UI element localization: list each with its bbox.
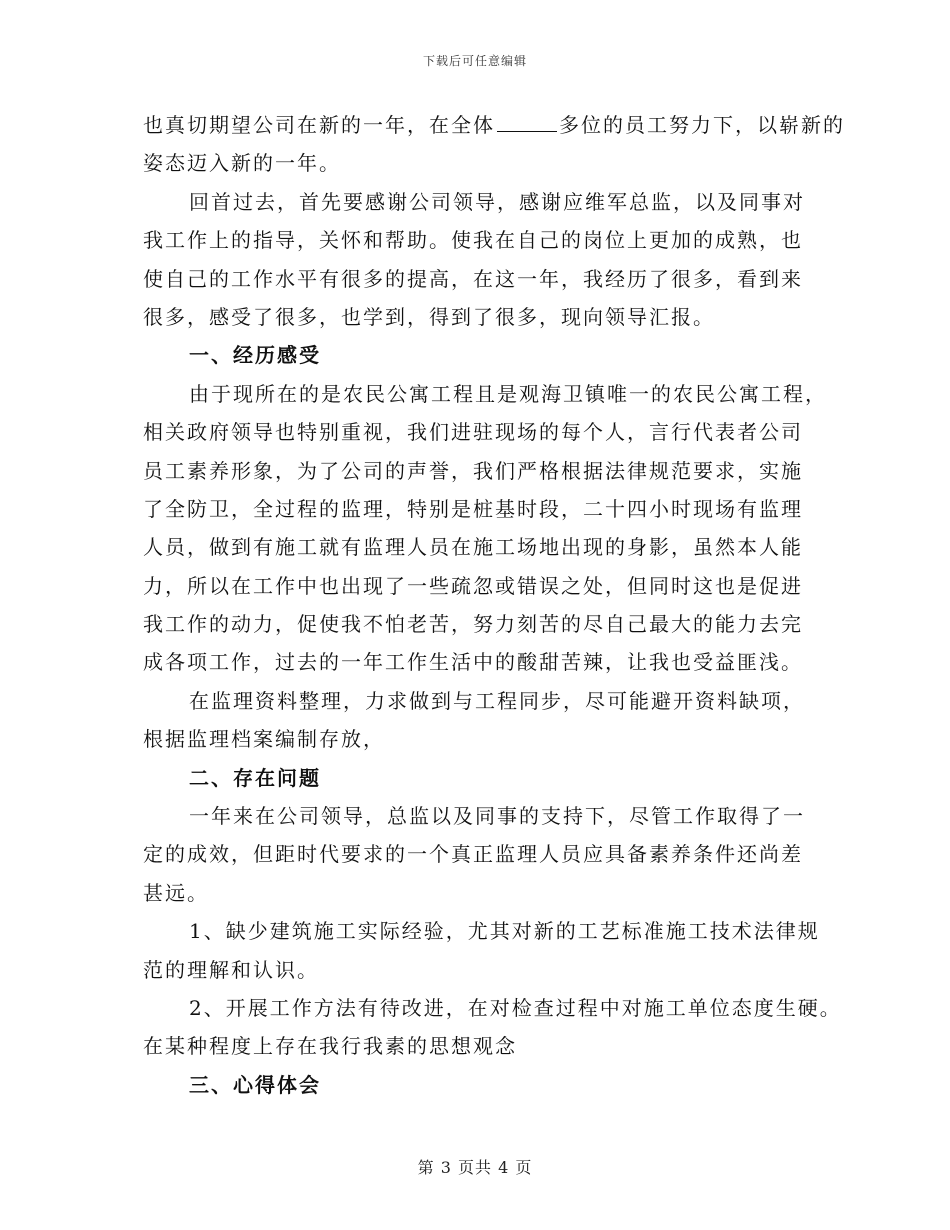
fill-in-blank <box>497 109 557 132</box>
paragraph-line: 范的理解和认识。 <box>143 957 319 982</box>
paragraph-line: 人员，做到有施工就有监理人员在施工场地出现的身影，虽然本人能 <box>143 535 803 560</box>
paragraph-line: 2、开展工作方法有待改进，在对检查过程中对施工单位态度生硬。 <box>189 995 842 1020</box>
paragraph-line: 成各项工作，过去的一年工作生活中的酸甜苦辣，让我也受益匪浅。 <box>143 650 803 675</box>
paragraph-line: 我工作的动力，促使我不怕老苦，努力刻苦的尽自己最大的能力去完 <box>143 612 803 637</box>
text-segment: 也真切期望公司在新的一年，在全体 <box>143 113 495 137</box>
paragraph-line: 很多，感受了很多，也学到，得到了很多，现向领导汇报。 <box>143 304 715 329</box>
section-heading: 二、存在问题 <box>189 765 321 790</box>
text-segment: 多位的员工努力下，以崭新的 <box>559 113 845 137</box>
page-header: 下载后可任意编辑 <box>422 54 527 68</box>
paragraph-line: 1、缺少建筑施工实际经验，尤其对新的工艺标准施工技术法律规 <box>189 919 820 944</box>
page-footer: 第 3 页共 4 页 <box>417 1158 533 1177</box>
paragraph-line: 我工作上的指导，关怀和帮助。使我在自己的岗位上更加的成熟，也 <box>143 228 803 253</box>
paragraph-line: 员工素养形象，为了公司的声誉，我们严格根据法律规范要求，实施 <box>143 458 803 483</box>
paragraph-line: 在某种程度上存在我行我素的思想观念 <box>143 1034 517 1059</box>
paragraph-line: 了全防卫，全过程的监理，特别是桩基时段，二十四小时现场有监理 <box>143 496 803 521</box>
paragraph-line: 定的成效，但距时代要求的一个真正监理人员应具备素养条件还尚差 <box>143 842 803 867</box>
paragraph-line: 根据监理档案编制存放， <box>143 727 385 752</box>
paragraph-line <box>143 106 845 144</box>
paragraph-line: 甚远。 <box>143 880 209 905</box>
paragraph-line: 在监理资料整理，力求做到与工程同步，尽可能避开资料缺项， <box>189 688 805 713</box>
document-body <box>143 106 845 1104</box>
section-heading: 三、心得体会 <box>189 1072 321 1097</box>
paragraph-line: 一年来在公司领导，总监以及同事的支持下，尽管工作取得了一 <box>189 804 805 829</box>
paragraph-line: 力，所以在工作中也出现了一些疏忽或错误之处，但同时这也是促进 <box>143 573 803 598</box>
paragraph-line: 由于现所在的是农民公寓工程且是观海卫镇唯一的农民公寓工程， <box>189 381 827 406</box>
paragraph-line: 相关政府领导也特别重视，我们进驻现场的每个人，言行代表者公司 <box>143 420 803 445</box>
paragraph-line: 使自己的工作水平有很多的提高，在这一年，我经历了很多，看到来 <box>143 266 803 291</box>
paragraph-line: 姿态迈入新的一年。 <box>143 151 341 176</box>
section-heading: 一、经历感受 <box>189 343 321 368</box>
paragraph-line: 回首过去，首先要感谢公司领导，感谢应维军总监，以及同事对 <box>189 189 805 214</box>
